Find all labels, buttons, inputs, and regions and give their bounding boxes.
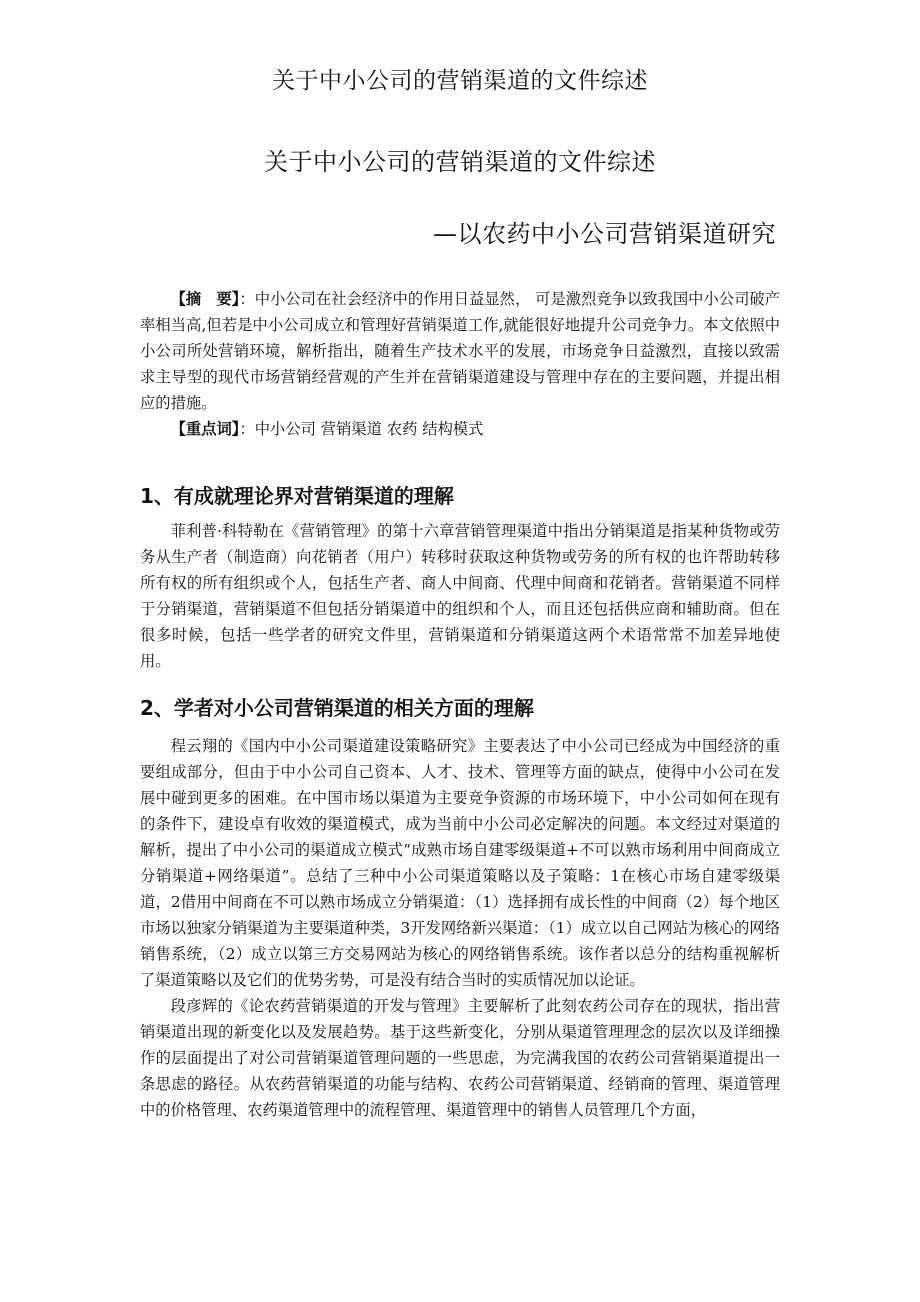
keywords-line (140, 416, 780, 442)
section-body-2 (140, 733, 780, 1123)
abstract-block (140, 286, 780, 442)
abstract-label: 【摘 要】 (170, 290, 240, 308)
running-header-title: 关于中小公司的营销渠道的文件综述 (272, 68, 648, 94)
abstract-text: ：中小公司在社会经济中的作用日益显然， 可是激烈竞争以致我国中小公司破产率相当高,但若是中小公司成立和管理好营销渠道工作,就能很好地提升公司竞争力。本文依照中小公司所处营销环境，解析指出，随着生产技术水平的发展，市场竞争日益激烈，直接以致需求主导型的现代市场营销经营观的产生并在营销渠道建设与管理中存在的主要问题，并提出相应的措施。 (140, 290, 780, 412)
section-2-paragraph-1: 程云翔的《国内中小公司渠道建设策略研究》主要表达了中小公司已经成为中国经济的重要组成部分，但由于中小公司自己资本、人才、技术、管理等方面的缺点，使得中小公司在发展中碰到更多的困难。在中国市场以渠道为主要竞争资源的市场环境下，中小公司如何在现有的条件下，建设卓有收效的渠道模式，成为当前中小公司必定解决的问题。本文经过对渠道的解析，提出了中小公司的渠道成立模式“成熟市场自建零级渠道+不可以熟市场利用中间商成立分销渠道+网络渠道”。总结了三种中小公司渠道策略以及子策略：1在核心市场自建零级渠道，2借用中间商在不可以熟市场成立分销渠道：（1）选择拥有成长性的中间商（2）每个地区市场以独家分销渠道为主要渠道种类，3开发网络新兴渠道：（1）成立以自己网站为核心的网络销售系统，（2）成立以第三方交易网站为核心的网络销售系统。该作者以总分的结构重视解析了渠道策略以及它们的优势劣势，可是没有结合当时的实质情况加以论证。 (140, 737, 780, 989)
abstract-paragraph (140, 286, 780, 416)
section-body-1 (140, 518, 780, 674)
section-2-paragraph-2: 段彦辉的《论农药营销渠道的开发与管理》主要解析了此刻农药公司存在的现状，指出营销渠道出现的新变化以及发展趋势。基于这些新变化，分别从渠道管理理念的层次以及详细操作的层面提出了对公司营销渠道管理问题的一些思虑，为完满我国的农药公司营销渠道提出一条思虑的路径。从农药营销渠道的功能与结构、农药公司营销渠道、经销商的管理、渠道管理中的价格管理、农药渠道管理中的流程管理、渠道管理中的销售人员管理几个方面， (140, 997, 780, 1119)
section-heading-1: 1、有成就理论界对营销渠道的理解 (140, 484, 454, 508)
document-subtitle: —以农药中小公司营销渠道研究 (433, 220, 776, 248)
keywords-label: 【重点词】 (170, 420, 240, 438)
section-heading-2: 2、学者对小公司营销渠道的相关方面的理解 (140, 696, 534, 720)
keywords-text: ：中小公司 营销渠道 农药 结构模式 (239, 420, 484, 438)
document-title: 关于中小公司的营销渠道的文件综述 (264, 148, 656, 176)
section-1-paragraph-1: 菲利普·科特勒在《营销管理》的第十六章营销管理渠道中指出分销渠道是指某种货物或劳务从生产者（制造商）向花销者（用户）转移时获取这种货物或劳务的所有权的也许帮助转移所有权的所有组织或个人，包括生产者、商人中间商、代理中间商和花销者。营销渠道不同样于分销渠道，营销渠道不但包括分销渠道中的组织和个人，而且还包括供应商和辅助商。但在很多时候，包括一些学者的研究文件里，营销渠道和分销渠道这两个术语常常不加差异地使用。 (140, 522, 780, 670)
